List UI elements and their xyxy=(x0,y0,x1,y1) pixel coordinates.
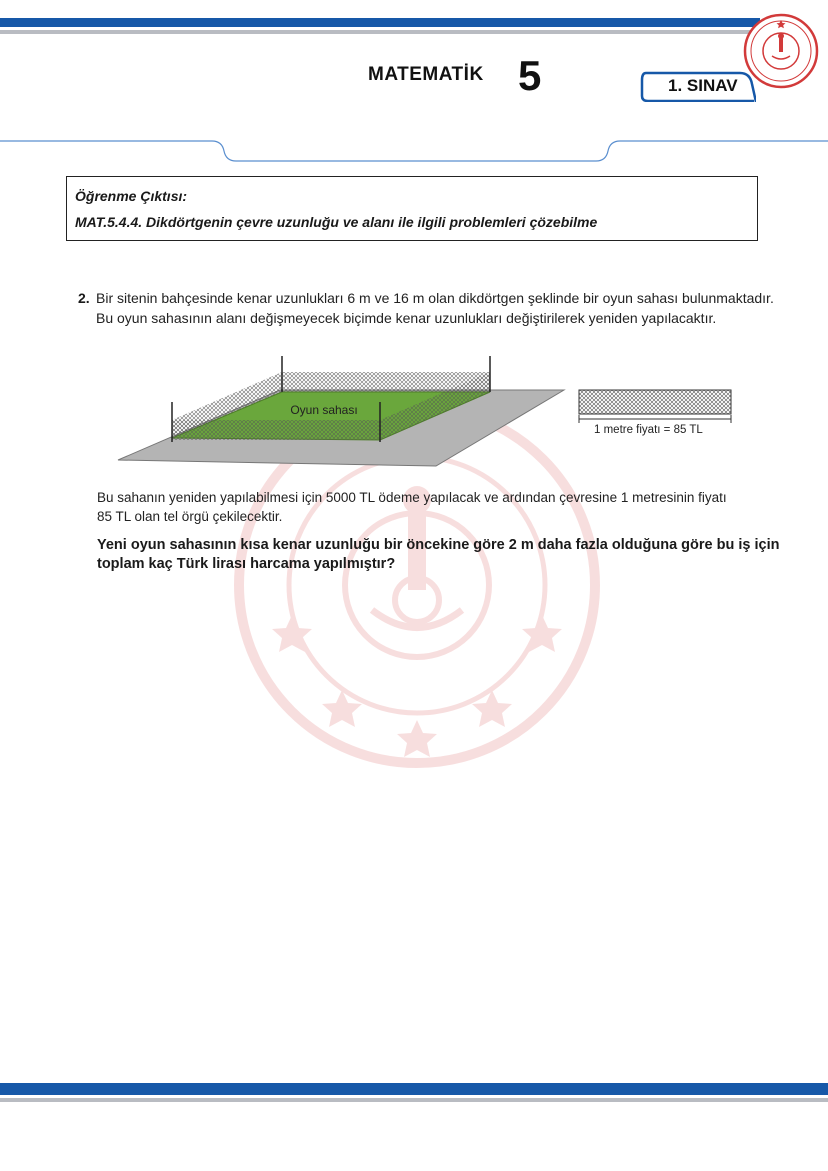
paragraph-line-1: Bu sahanın yeniden yapılabilmesi için 5000 TL ödeme yapılacak ve ardından çevresine 1 metresinin fiyatı xyxy=(97,490,727,505)
playground-figure xyxy=(110,350,570,475)
header-gray-bar xyxy=(0,30,760,34)
ministry-seal-logo xyxy=(742,12,820,90)
learning-outcome-text: MAT.5.4.4. Dikdörtgenin çevre uzunluğu ve alanı ile ilgili problemleri çözebilme xyxy=(75,214,598,230)
header-blue-bar xyxy=(0,18,760,27)
footer-blue-bar xyxy=(0,1083,828,1095)
question-prompt-line-2: toplam kaç Türk lirası harcama yapılmıştır? xyxy=(97,556,396,572)
question-number: 2. xyxy=(78,290,90,306)
footer-gray-bar xyxy=(0,1098,828,1102)
question-prompt-line-1: Yeni oyun sahasının kısa kenar uzunluğu bir öncekine göre 2 m daha fazla olduğuna göre bu iş için xyxy=(97,537,780,553)
question-text-line-2: Bu oyun sahasının alanı değişmeyecek biçimde kenar uzunlukları değiştirilerek yeniden yapılacaktır. xyxy=(96,310,717,326)
header-divider xyxy=(0,137,828,167)
question-text-line-1: Bir sitenin bahçesinde kenar uzunlukları 6 m ve 16 m olan dikdörtgen şeklinde bir oyun sahası bulunmaktadır. xyxy=(96,290,774,306)
exam-label: 1. SINAV xyxy=(668,76,738,95)
learning-outcome-box xyxy=(66,176,758,241)
grade-number: 5 xyxy=(518,52,542,99)
paragraph-line-2: 85 TL olan tel örgü çekilecektir. xyxy=(97,509,283,524)
field-label: Oyun sahası xyxy=(290,403,358,417)
learning-outcome-title: Öğrenme Çıktısı: xyxy=(75,188,188,204)
subject-title: MATEMATİK xyxy=(368,64,484,85)
fence-price-label: 1 metre fiyatı = 85 TL xyxy=(594,424,703,436)
